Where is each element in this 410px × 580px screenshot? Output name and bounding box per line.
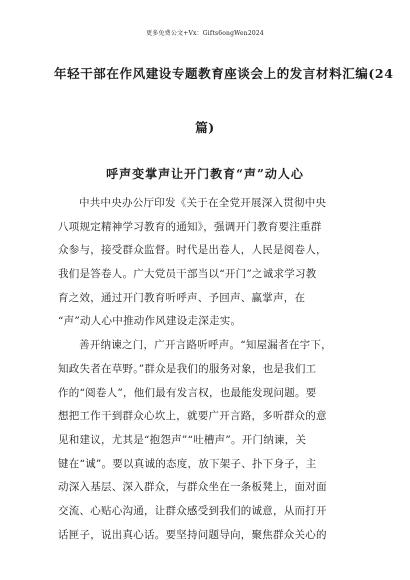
document-title-line1: 年轻干部在作风建设专题教育座谈会上的发言材料汇编(24	[54, 66, 394, 81]
paragraph-line: 八项规定精神学习教育的通知》，强调开门教育要注重群	[58, 220, 322, 233]
paragraph-line: “声”动人心中推动作风建设走深走实。	[58, 315, 242, 328]
paragraph-line: 我们是答卷人。广大党员干部当以“开门”之诚求学习教	[58, 268, 317, 281]
body-text	[58, 192, 358, 547]
paragraph-2	[58, 334, 358, 547]
paragraph-line: 动深入基层、深入群众，与群众坐在一条板凳上，面对面	[58, 481, 327, 494]
paragraph-line: 善开纳谏之门，广开言路听呼声。“知屋漏者在宇下，	[79, 339, 332, 352]
paragraph-line: 话匣子，说出真心话。要坚持问题导向，聚焦群众关心的	[58, 528, 327, 541]
paragraph-line: 键在“诚”。要以真诚的态度，放下架子、扑下身子，主	[58, 457, 317, 470]
paragraph-line: 想把工作干到群众心坎上，就要广开言路，多听群众的意	[58, 410, 327, 423]
section-title: 呼声变掌声让开门教育“声”动人心	[106, 167, 304, 181]
paragraph-line: 育之效，通过开门教育听呼声、予回声、赢掌声，在	[58, 291, 306, 304]
paragraph-line: 知政失者在草野。”群众是我们的服务对象，也是我们工	[58, 362, 317, 375]
paragraph-line: 交流、心贴心沟通，让群众感受到我们的诚意，从而打开	[58, 504, 327, 517]
paragraph-line: 中共中央办公厅印发《关于在全党开展深入贯彻中央	[79, 197, 327, 209]
paragraph-1	[58, 192, 358, 334]
paragraph-line: 众参与，接受群众监督。时代是出卷人，人民是阅卷人，	[58, 244, 327, 257]
paragraph-line: 见和建议，尤其是“抱怨声”“吐槽声”。开门纳谏，关	[58, 433, 307, 446]
paragraph-line: 作的“阅卷人”，他们最有发言权，也最能发现问题。要	[58, 386, 317, 399]
header-watermark: 更多免费公文+Vx：Gifts6ongWen2024	[146, 30, 264, 37]
document-title-line2: 篇)	[195, 120, 215, 135]
